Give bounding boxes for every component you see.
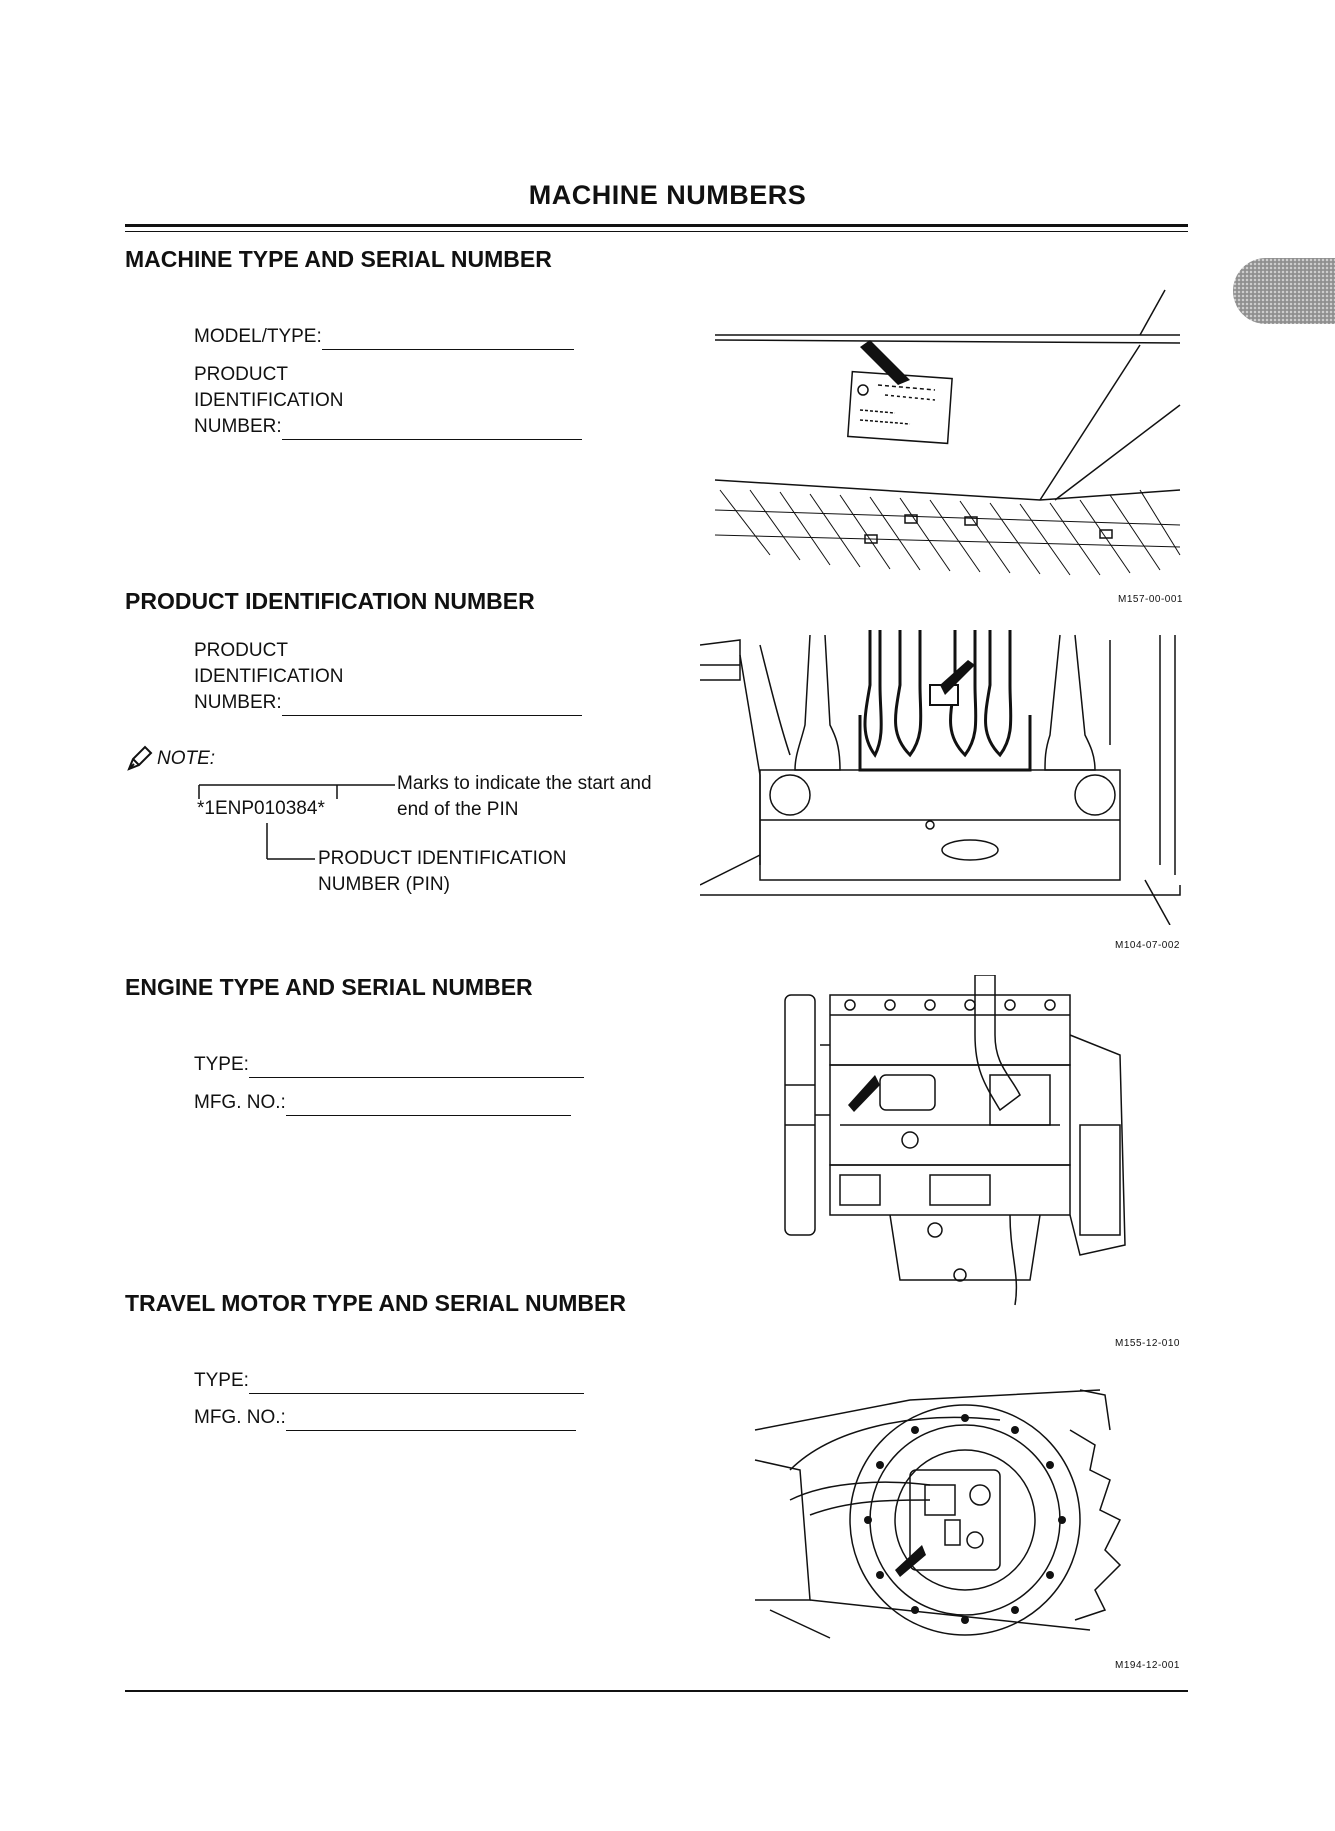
pin-example-code: 1ENP010384: [204, 798, 318, 819]
travel-motor-heading: TRAVEL MOTOR TYPE AND SERIAL NUMBER: [125, 1290, 626, 1316]
marks-text-line2: end of the PIN: [397, 799, 519, 820]
marks-text-line1: Marks to indicate the start and: [397, 773, 652, 794]
section-tab-marker: [1233, 258, 1335, 324]
travel-motor-figure: [750, 1370, 1140, 1640]
machine-pin-blank[interactable]: [282, 419, 582, 440]
note-block: [125, 745, 215, 773]
model-type-blank[interactable]: [322, 329, 574, 350]
pin-caption-line2: NUMBER (PIN): [318, 874, 450, 895]
model-type-field[interactable]: [194, 324, 574, 350]
pin-caption-line1: PRODUCT IDENTIFICATION: [318, 848, 567, 869]
product-pin-label-2: IDENTIFICATION: [194, 666, 344, 687]
boom-cylinder-figure: [700, 625, 1190, 925]
machine-type-heading: MACHINE TYPE AND SERIAL NUMBER: [125, 246, 552, 272]
product-pin-label-3: NUMBER:: [194, 692, 282, 713]
pin-start-mark: *: [197, 798, 205, 819]
machine-figure-code: M157-00-001: [1118, 594, 1183, 605]
footer-rule: [125, 1690, 1188, 1692]
header-rule-thick: [125, 224, 1188, 227]
engine-figure-code: M155-12-010: [1115, 1338, 1180, 1349]
travel-motor-mfg-blank[interactable]: [286, 1410, 576, 1431]
page-title: MACHINE NUMBERS: [528, 180, 807, 210]
engine-figure: [780, 975, 1140, 1325]
engine-type-field[interactable]: [194, 1052, 584, 1078]
header-rule-thin: [125, 231, 1188, 232]
product-id-heading: PRODUCT IDENTIFICATION NUMBER: [125, 588, 535, 614]
engine-type-blank[interactable]: [249, 1057, 584, 1078]
engine-type-label: TYPE:: [194, 1054, 249, 1075]
engine-mfg-blank[interactable]: [286, 1095, 571, 1116]
machine-plate-figure: [710, 285, 1190, 585]
pencil-note-icon: [125, 745, 153, 773]
pin-example: [197, 798, 325, 820]
pin-caption: [318, 846, 566, 898]
travel-motor-type-label: TYPE:: [194, 1370, 249, 1391]
marks-description: [397, 771, 652, 823]
travel-motor-mfg-label: MFG. NO.:: [194, 1407, 286, 1428]
machine-pin-label-2: IDENTIFICATION: [194, 390, 344, 411]
product-pin-label-1: PRODUCT: [194, 640, 288, 661]
travel-motor-mfg-field[interactable]: [194, 1405, 576, 1431]
engine-heading: ENGINE TYPE AND SERIAL NUMBER: [125, 974, 533, 1000]
note-label: NOTE:: [157, 748, 216, 769]
travel-motor-figure-code: M194-12-001: [1115, 1660, 1180, 1671]
travel-motor-type-field[interactable]: [194, 1368, 584, 1394]
engine-mfg-field[interactable]: [194, 1090, 571, 1116]
model-type-label: MODEL/TYPE:: [194, 326, 322, 347]
product-pin-field[interactable]: [194, 638, 582, 716]
travel-motor-type-blank[interactable]: [249, 1373, 584, 1394]
machine-pin-label-1: PRODUCT: [194, 364, 288, 385]
product-id-figure-code: M104-07-002: [1115, 940, 1180, 951]
product-pin-blank[interactable]: [282, 695, 582, 716]
machine-pin-field[interactable]: [194, 362, 582, 440]
engine-mfg-label: MFG. NO.:: [194, 1092, 286, 1113]
pin-end-mark: *: [317, 798, 325, 819]
machine-pin-label-3: NUMBER:: [194, 416, 282, 437]
